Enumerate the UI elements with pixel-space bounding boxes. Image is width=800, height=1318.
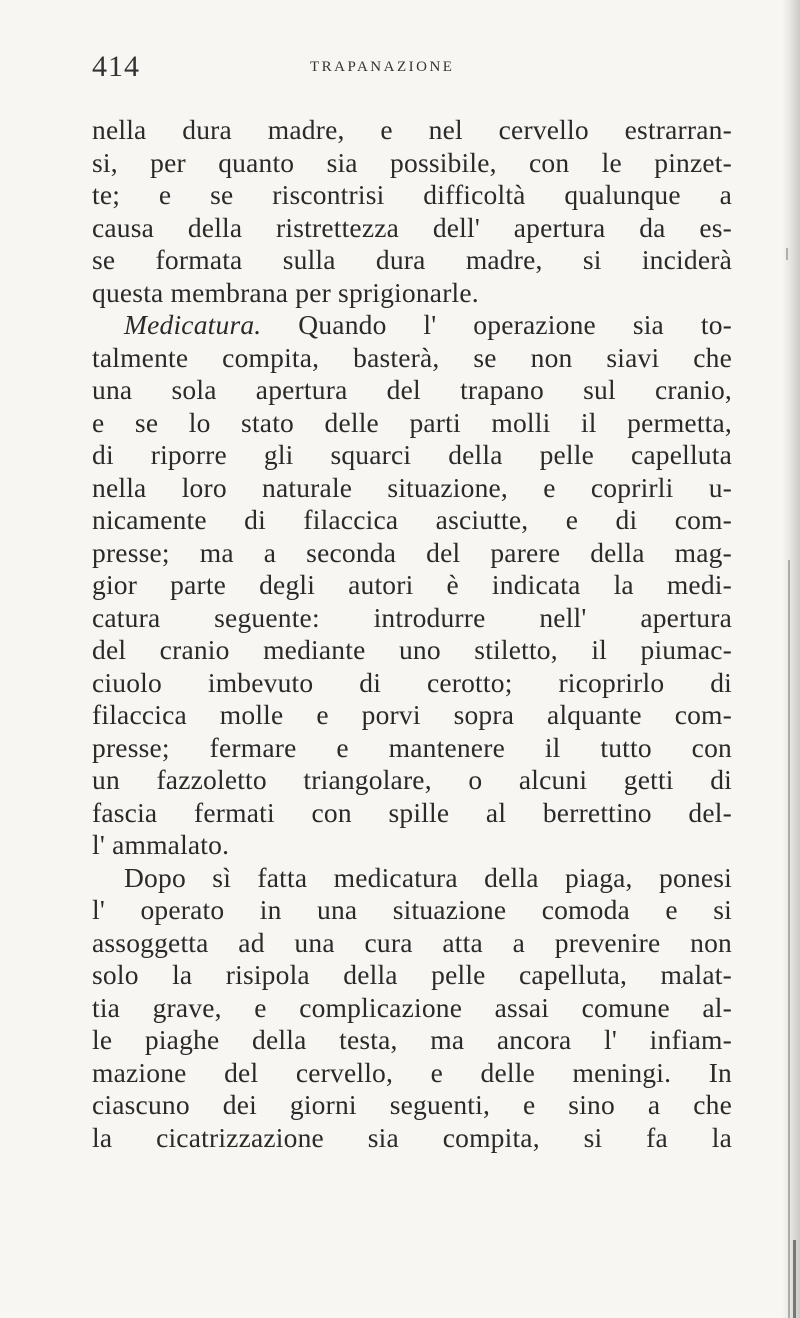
text-line: talmente compita, basterà, se non siavi che [92,341,732,373]
text-line: assoggetta ad una cura atta a prevenire non [92,926,732,958]
page-number: 414 [92,50,140,83]
text-line: si, per quanto sia possibile, con le pinzet- [92,146,732,178]
text-line: un fazzoletto triangolare, o alcuni getti di [92,764,732,795]
text-line: causa della ristrettezza dell' apertura da es- [92,211,732,243]
text-line: tia grave, e complicazione assai comune al- [92,991,732,1023]
page-header [92,50,732,90]
text-line: la cicatrizzazione sia compita, si fa la [92,1121,732,1153]
text-line: catura seguente: introdurre nell' apertura [92,601,732,633]
text-line-rest: Quando l' operazione sia to- [298,309,732,340]
text-line: fascia fermati con spille al berrettino del- [92,796,732,828]
text-line: le piaghe della testa, ma ancora l' infiam- [92,1024,732,1055]
text-line: e se lo stato delle parti molli il permetta, [92,406,732,438]
text-line: di riporre gli squarci della pelle capelluta [92,439,732,470]
page-edge-line [788,560,790,1318]
text-line: nicamente di filaccica asciutte, e di com- [92,504,732,535]
section-heading-medicatura: Medicatura. [124,309,262,340]
text-line: l' ammalato. [92,829,230,860]
text-line: ciascuno dei giorni seguenti, e sino a che [92,1089,732,1120]
page-edge-shadow [782,0,800,1318]
text-line: presse; fermare e mantenere il tutto con [92,731,732,763]
text-line: se formata sulla dura madre, si inciderà [92,244,732,275]
text-line: nella dura madre, e nel cervello estrarran- [92,114,732,145]
body-text [92,114,732,1154]
text-line: te; e se riscontrisi difficoltà qualunque a [92,179,732,210]
text-line: ciuolo imbevuto di cerotto; ricoprirlo di [92,666,732,698]
text-line-with-heading [92,309,732,342]
text-line: presse; ma a seconda del parere della mag- [92,536,732,568]
text-line: mazione del cervello, e delle meningi. In [92,1056,732,1088]
text-line: filaccica molle e porvi sopra alquante com- [92,699,732,730]
text-line: l' operato in una situazione comoda e si [92,894,732,925]
text-line: una sola apertura del trapano sul cranio, [92,374,732,405]
running-head: TRAPANAZIONE [310,59,455,75]
page-edge-mark [786,248,788,260]
text-line: nella loro naturale situazione, e coprirli u- [92,471,732,503]
text-line: gior parte degli autori è indicata la medi- [92,569,732,600]
text-line: questa membrana per sprigionarle. [92,276,479,308]
text-line: Dopo sì fatta medicatura della piaga, ponesi [124,861,732,893]
text-line: solo la risipola della pelle capelluta, malat- [92,959,732,990]
page-edge-mark [793,1240,796,1318]
text-line: del cranio mediante uno stiletto, il piumac- [92,634,732,665]
